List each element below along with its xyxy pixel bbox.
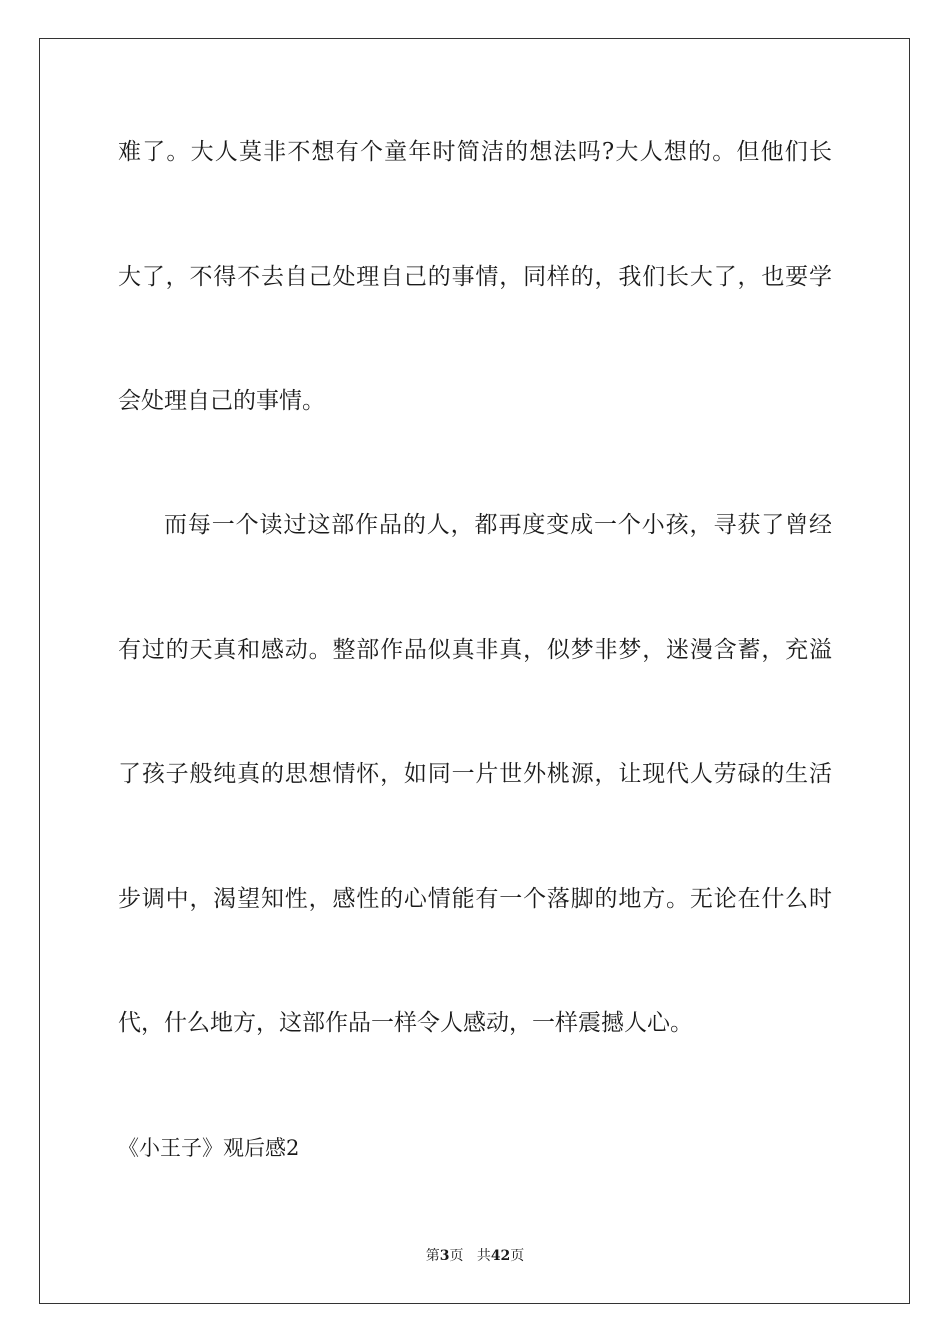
paragraph-2-line-2: 有过的天真和感动。整部作品似真非真，似梦非梦，迷漫含蓄，充溢 [118,637,832,663]
paragraph-1-line-2: 大了，不得不去自己处理自己的事情，同样的，我们长大了，也要学 [118,264,832,290]
footer-total-pages: 42 [490,1248,511,1264]
paragraph-2-line-5: 代，什么地方，这部作品一样令人感动，一样震撼人心。 [118,1010,693,1036]
paragraph-2-line-4: 步调中，渴望知性，感性的心情能有一个落脚的地方。无论在什么时 [118,886,832,912]
footer-page-suffix: 页 [449,1248,464,1264]
section-heading: 《小王子》观后感2 [118,1136,300,1160]
footer-total-suffix: 页 [510,1248,525,1264]
paragraph-1-line-3: 会处理自己的事情。 [118,388,325,414]
paragraph-1-line-1: 难了。大人莫非不想有个童年时简洁的想法吗?大人想的。但他们长 [118,139,832,165]
footer-page-number: 3 [439,1248,450,1264]
footer-page-prefix: 第 [425,1248,440,1264]
page-footer [0,1246,950,1266]
paragraph-2-line-3: 了孩子般纯真的思想情怀，如同一片世外桃源，让现代人劳碌的生活 [118,761,832,787]
footer-total-prefix: 共 [476,1248,491,1264]
page-border [39,38,910,1304]
paragraph-2-line-1: 而每一个读过这部作品的人，都再度变成一个小孩，寻获了曾经 [164,512,832,538]
